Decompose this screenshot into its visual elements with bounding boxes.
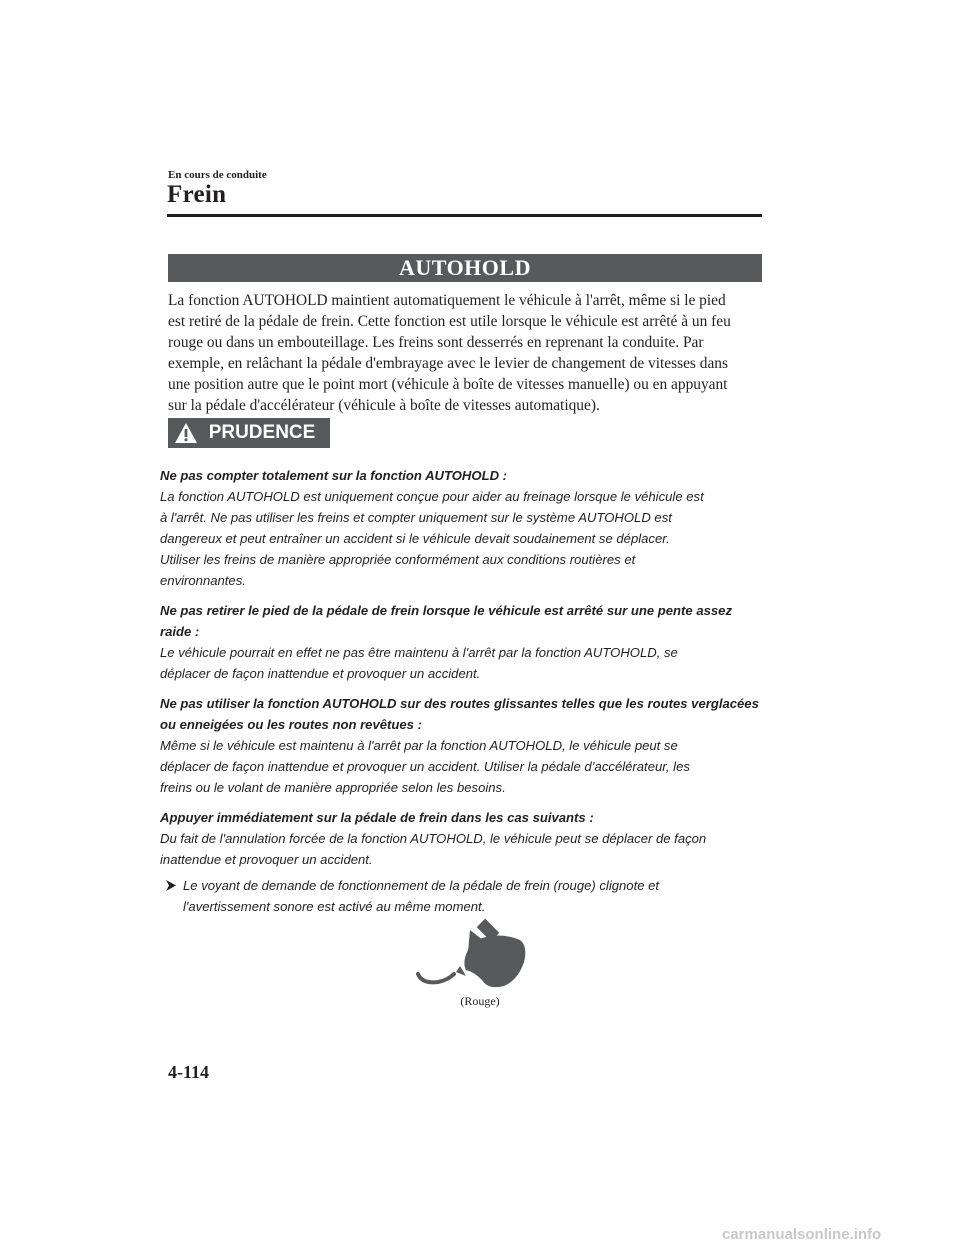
autohold-banner: AUTOHOLD xyxy=(168,254,762,282)
header-rule xyxy=(167,214,762,217)
caution-text: inattendue et provoquer un accident. xyxy=(160,852,373,867)
arrow-bullet-icon xyxy=(166,880,176,891)
caution-label: PRUDENCE xyxy=(208,422,316,443)
intro-line: exemple, en relâchant la pédale d'embrayage avec le levier de changement de vitesses dans xyxy=(168,355,728,372)
caution-text: Même si le véhicule est maintenu à l'arrêt par la fonction AUTOHOLD, le véhicule peut se xyxy=(160,738,678,753)
watermark: carmanualsonline.info xyxy=(722,1226,882,1243)
caution-text: dangereux et peut entraîner un accident si le véhicule devait soudainement se déplacer. xyxy=(160,531,670,546)
caution-text: Utiliser les freins de manière appropriée conformément aux conditions routières et xyxy=(160,552,636,567)
caution-text: déplacer de façon inattendue et provoquer un accident. Utiliser la pédale d’accélérateur, les xyxy=(160,759,690,774)
caution-text: environnantes. xyxy=(160,573,246,588)
intro-paragraph xyxy=(168,290,768,416)
caution-block xyxy=(160,600,770,684)
caution-text: Le véhicule pourrait en effet ne pas être maintenu à l'arrêt par la fonction AUTOHOLD, se xyxy=(160,645,678,660)
caution-heading: Ne pas compter totalement sur la fonction AUTOHOLD : xyxy=(160,468,508,483)
caution-heading: ou enneigées ou les routes non revêtues : xyxy=(160,717,422,732)
caution-text: à l'arrêt. Ne pas utiliser les freins et compter uniquement sur le système AUTOHOLD est xyxy=(160,510,672,525)
caution-block xyxy=(160,465,770,591)
brake-pedal-request-icon xyxy=(412,918,532,992)
caution-block xyxy=(160,693,770,798)
intro-line: une position autre que le point mort (véhicule à boîte de vitesses manuelle) ou en appuyant xyxy=(168,376,728,393)
caution-text: La fonction AUTOHOLD est uniquement conçue pour aider au freinage lorsque le véhicule est xyxy=(160,489,704,504)
caution-badge xyxy=(168,418,330,448)
caution-heading: Appuyer immédiatement sur la pédale de frein dans les cas suivants : xyxy=(160,810,594,825)
bullet-item xyxy=(166,875,766,917)
caution-text: déplacer de façon inattendue et provoquer un accident. xyxy=(160,666,481,681)
indicator-caption: (Rouge) xyxy=(460,994,500,1008)
intro-line: rouge ou dans un embouteillage. Les freins sont desserrés en reprenant la conduite. Par xyxy=(168,334,704,351)
caution-heading: Ne pas utiliser la fonction AUTOHOLD sur des routes glissantes telles que les routes verglacées xyxy=(160,696,759,711)
caution-text: freins ou le volant de manière appropriée selon les besoins. xyxy=(160,780,506,795)
caution-heading: raide : xyxy=(160,624,200,639)
page-number: 4-114 xyxy=(168,1062,210,1082)
bullet-text: l'avertissement sonore est activé au même moment. xyxy=(183,899,486,914)
intro-line: La fonction AUTOHOLD maintient automatiquement le véhicule à l'arrêt, même si le pied xyxy=(168,292,726,309)
intro-line: est retiré de la pédale de frein. Cette fonction est utile lorsque le véhicule est arrêté à un feu xyxy=(168,313,731,330)
caution-text: Du fait de l'annulation forcée de la fonction AUTOHOLD, le véhicule peut se déplacer de façon xyxy=(160,831,707,846)
section-heading: En cours de conduite xyxy=(168,169,267,181)
bullet-text: Le voyant de demande de fonctionnement de la pédale de frein (rouge) clignote et xyxy=(183,878,660,893)
intro-line: sur la pédale d'accélérateur (véhicule à boîte de vitesses automatique). xyxy=(168,397,600,414)
warning-triangle-icon xyxy=(174,422,198,444)
caution-block xyxy=(160,807,770,870)
caution-heading: Ne pas retirer le pied de la pédale de frein lorsque le véhicule est arrêté sur une pente assez xyxy=(160,603,732,618)
page-title: Frein xyxy=(167,181,227,208)
